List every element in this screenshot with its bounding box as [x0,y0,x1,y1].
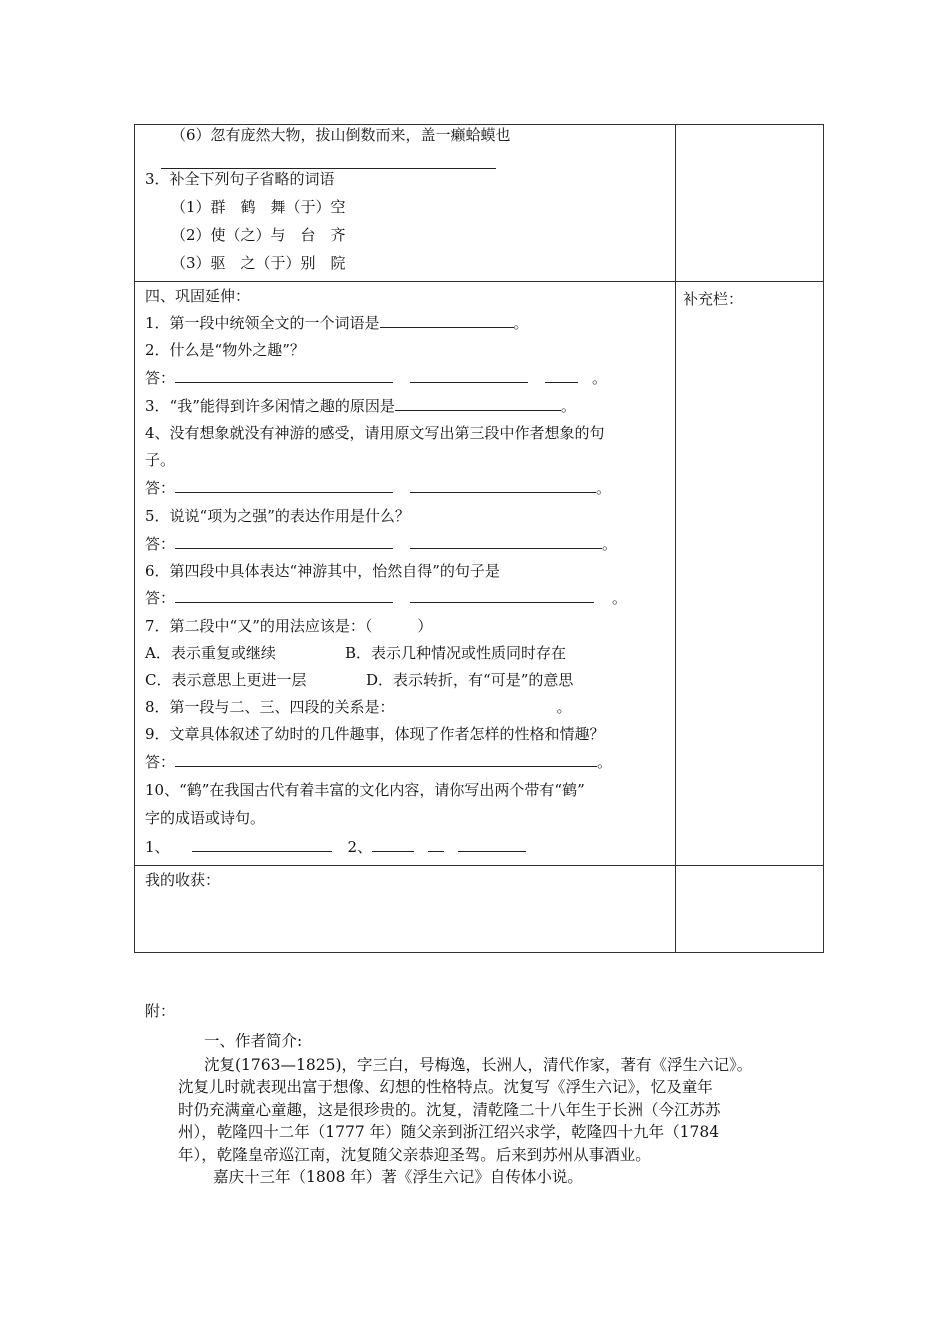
period: 。 [560,397,576,415]
q6-blank-1[interactable] [175,588,393,603]
q5-text: 5．说说“项为之强”的表达作用是什么？ [145,507,410,525]
q10-blank-2[interactable] [372,837,414,852]
q3-blank[interactable] [395,396,561,411]
q3-item-1: （1）群 鹤 舞（于）空 [171,198,346,216]
row-consolidation-main [135,282,676,865]
q7-text: 7．第二段中“又”的用法应该是：（ ） [145,617,433,635]
q3-item-3: （3）驱 之（于）别 院 [171,254,346,272]
appendix-label: 附： [145,1002,176,1020]
appendix-line: 时仍充满童心童趣，这是很珍贵的。沈复，清乾隆二十八年生于长洲（今江苏苏 [178,1101,721,1119]
answer-label: 答： [145,753,176,771]
answer-label: 答： [145,369,176,387]
q2-text: 2．什么是“物外之趣”？ [145,341,305,359]
q10-num-1: 1、 [145,838,170,856]
row-gains [134,865,824,953]
q9-blank[interactable] [175,752,597,767]
appendix-line: 沈复(1763—1825)，字三白，号梅逸，长洲人，清代作家，著有《浮生六记》。 [204,1056,753,1074]
period: 。 [602,535,618,553]
appendix-line: 嘉庆十三年（1808 年）著《浮生六记》自传体小说。 [213,1168,583,1186]
q8-text: 8．第一段与二、三、四段的关系是： [145,698,395,716]
q4-text-cont: 子。 [145,451,176,469]
section-title: 四、巩固延伸： [145,287,251,305]
q10-text-cont: 字的成语或诗句。 [145,809,266,827]
row-consolidation [134,281,824,866]
q9-answer [145,752,612,772]
appendix-line: 州），乾隆四十二年（1777 年）随父亲到浙江绍兴求学，乾隆四十九年（1784 [178,1123,720,1141]
answer-label: 答： [145,535,176,553]
q9-text: 9．文章具体叙述了幼时的几件趣事，体现了作者怎样的性格和情趣？ [145,725,605,743]
row-gains-main[interactable] [135,866,676,952]
q5-blank-1[interactable] [175,534,393,549]
row-vocab-main [135,125,676,281]
answer-label: 答： [145,479,176,497]
period: 。 [597,753,613,771]
appendix-title: 一、作者简介: [204,1032,303,1050]
q3-item-2: （2）使（之）与 台 齐 [171,226,346,244]
q10-num-2: 2、 [347,838,373,856]
period: 。 [556,698,572,716]
appendix-line: 沈复儿时就表现出富于想像、幻想的性格特点。沈复写《浮生六记》，忆及童年 [178,1078,713,1096]
period: 。 [592,369,608,387]
q3-text: 3．“我”能得到许多闲情之趣的原因是 [145,397,395,415]
q4-text: 4、没有想象就没有神游的感受，请用原文写出第三段中作者想象的句 [145,424,605,442]
q10-blank-1[interactable] [192,837,332,852]
period: 。 [596,479,612,497]
q7-option-c[interactable]: C．表示意思上更进一层 [145,671,307,689]
gains-label: 我的收获： [145,871,221,889]
q1-text: 1．第一段中统领全文的一个词语是 [145,314,380,332]
q1-blank[interactable] [380,313,514,328]
q3 [145,396,576,416]
answer-label: 答： [145,589,176,607]
q4-blank-2[interactable] [410,478,596,493]
q2-blank-1[interactable] [175,368,393,383]
period: 。 [513,314,529,332]
q2-blank-3[interactable] [545,368,578,383]
q4-answer [145,478,611,498]
q6-answer [145,588,627,608]
q2-blank-2[interactable] [410,368,528,383]
appendix-line: 年），乾隆皇帝巡江南，沈复随父亲恭迎圣驾。后来到苏州从事酒业。 [178,1146,651,1164]
q7-option-b[interactable]: B．表示几种情况或性质同时存在 [345,644,567,662]
q4-blank-1[interactable] [175,478,393,493]
side-label: 补充栏： [683,290,744,308]
q1 [145,313,529,333]
q5-answer [145,534,617,554]
q2-answer [145,368,607,388]
q10-blank-4[interactable] [458,837,526,852]
q5-blank-2[interactable] [410,534,602,549]
q6-text: 6．第四段中具体表达“神游其中，怡然自得”的句子是 [145,562,500,580]
q10-answer [145,837,526,857]
q7-option-d[interactable]: D．表示转折，有“可是”的意思 [366,671,574,689]
row-vocab [134,124,824,282]
q6-blank-2[interactable] [410,588,594,603]
q6-text: （6）忽有庞然大物，拔山倒数而来，盖一癞蛤蟆也 [171,126,511,144]
q8 [145,697,572,717]
q3-title: 3．补全下列句子省略的词语 [145,170,335,188]
q10-text: 10、“鹤”在我国古代有着丰富的文化内容，请你写出两个带有“鹤” [145,781,585,799]
period: 。 [612,589,628,607]
q10-blank-3[interactable] [428,837,444,852]
q7-option-a[interactable]: A．表示重复或继续 [145,644,276,662]
